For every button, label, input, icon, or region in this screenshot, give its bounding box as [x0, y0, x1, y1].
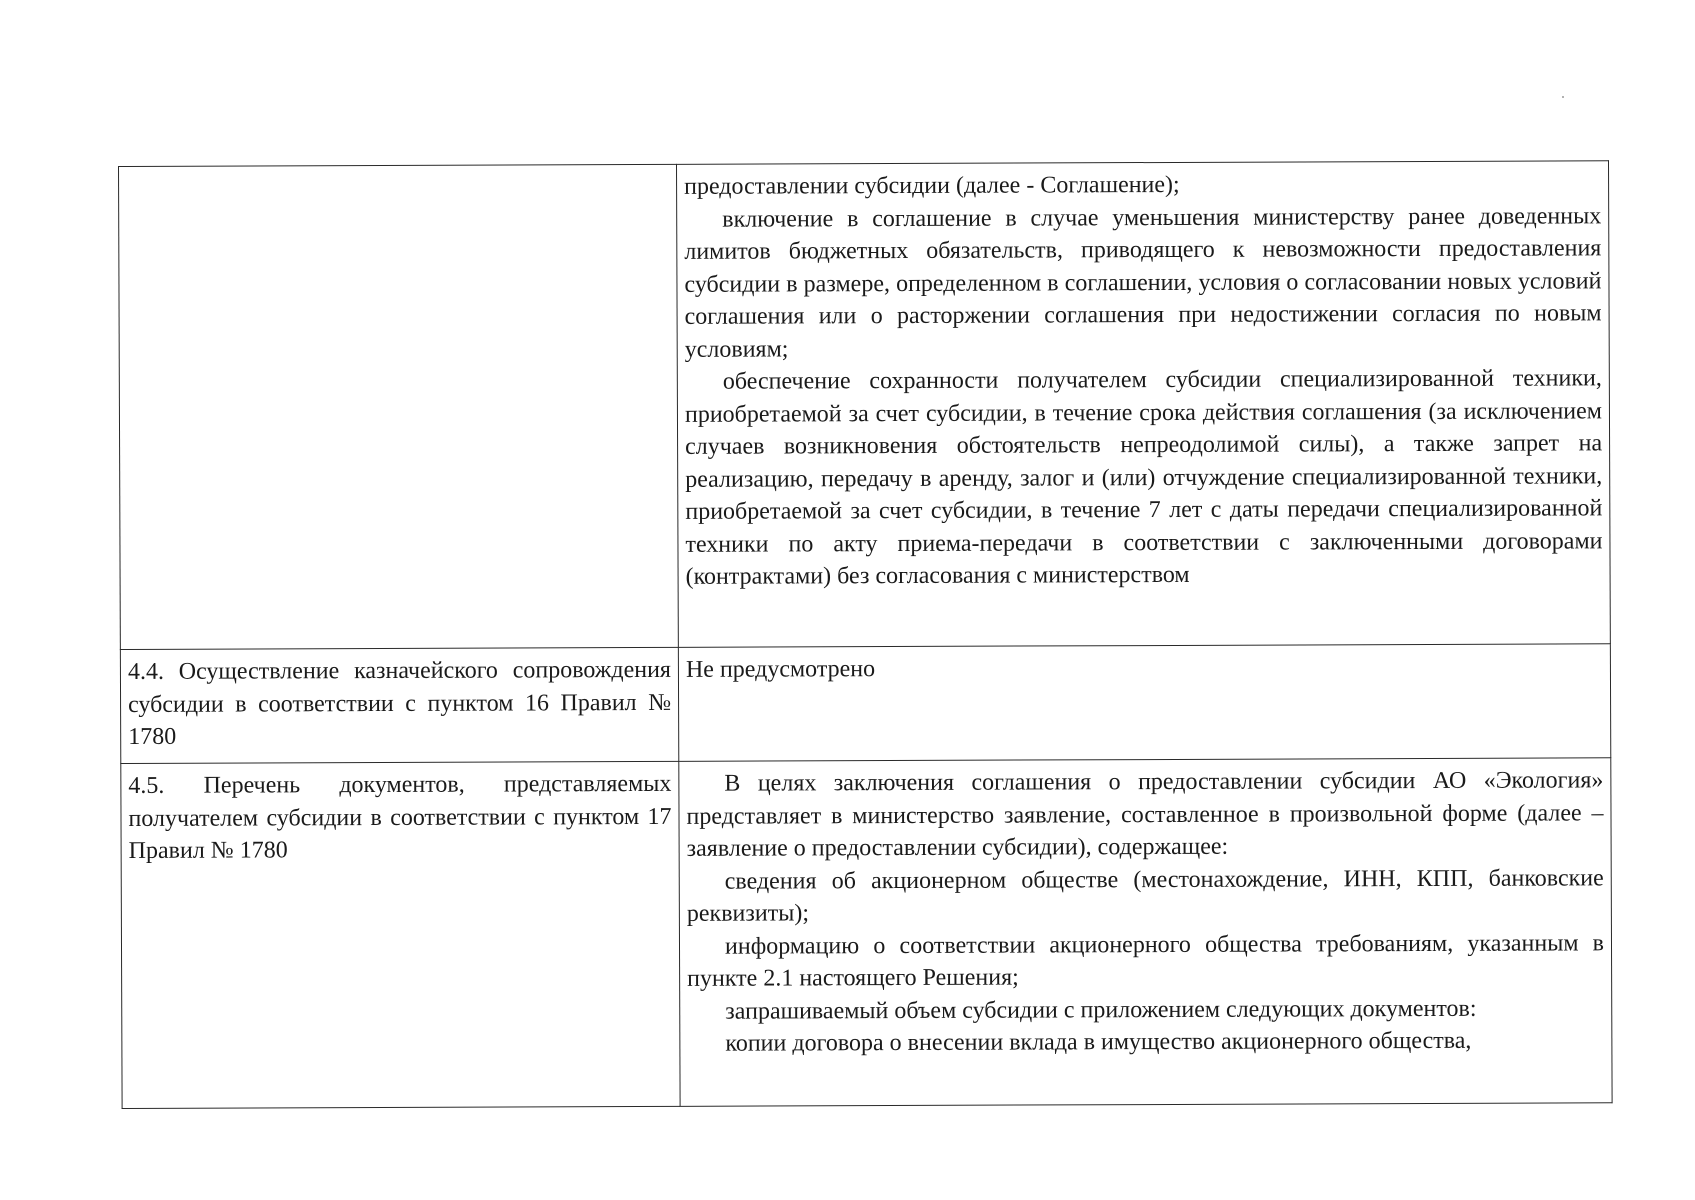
table-row — [119, 161, 1611, 650]
table-row — [121, 758, 1612, 1109]
row1-paragraph-1: предоставлении субсидии (далее - Соглашение); — [684, 171, 1180, 200]
row1-right-cell — [676, 161, 1610, 648]
section-4-4-value: Не предусмотрено — [685, 656, 876, 683]
section-4-4-title: 4.4. Осуществление казначейского сопровождения субсидии в соответствии с пунктом 16 Правил № 1780 — [127, 656, 672, 750]
document-table — [118, 160, 1613, 1109]
scan-speck — [1562, 96, 1564, 98]
section-4-5-title: 4.5. Перечень документов, представляемых получателем субсидии в соответствии с пунктом 17 Правил № 1780 — [128, 770, 672, 864]
row3-paragraph-4: запрашиваемый объем субсидии с приложением следующих документов: — [725, 995, 1477, 1025]
row3-paragraph-3: информацию о соответствии акционерного общества требованиям, указанным в пункте 2.1 настоящего Решения; — [687, 929, 1605, 992]
row1-paragraph-3: обеспечение сохранности получателем субсидии специализированной техники, приобретаемой за счет субсидии, в течение срока действия соглашения (за исключением случаев возникновения обстоятельств непреодолимой силы), а также запрет на реализацию, передачу в аренду, залог и (или) отчуждение специализированной техники, приобретаемой за счет субсидии, в течение 7 лет с даты передачи специализированной техники по акту приема-передачи в соответствии с заключенными договорами (контрактами) без согласования с министерством — [684, 365, 1603, 590]
row3-right-cell — [679, 758, 1612, 1107]
row1-left-text — [126, 171, 669, 173]
row1-left-cell — [119, 164, 679, 649]
row1-paragraph-2: включение в соглашение в случае уменьшения министерству ранее доведенных лимитов бюджетных обязательств, приводящего к невозможности предоставления субсидии в размере, определенном в соглашении, условия о согласовании новых условий соглашения или о расторжении соглашения при недостижении согласия по новым условиям; — [684, 202, 1602, 363]
row3-paragraph-5: копии договора о внесении вклада в имущество акционерного общества, — [725, 1027, 1472, 1057]
table-row — [120, 644, 1610, 764]
row3-paragraph-1: В целях заключения соглашения о предоставлении субсидии АО «Экология» представляет в министерство заявление, составленное в произвольной форме (далее – заявление о предоставлении субсидии), содержащее: — [686, 767, 1604, 862]
row2-left-cell — [120, 647, 678, 763]
row3-paragraph-2: сведения об акционерном обществе (местонахождение, ИНН, КПП, банковские реквизиты); — [686, 864, 1604, 927]
row3-left-cell — [121, 761, 680, 1108]
row2-right-cell — [678, 644, 1610, 762]
